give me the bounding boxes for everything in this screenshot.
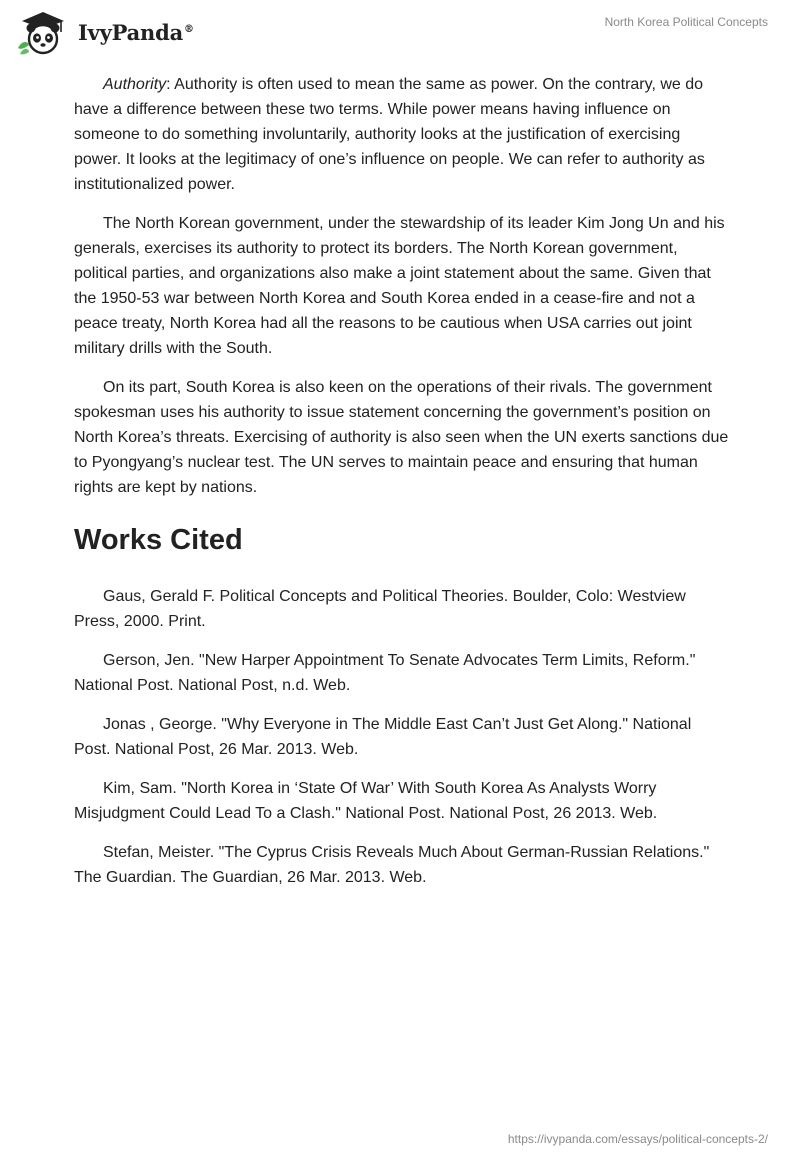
citation-entry: Stefan, Meister. "The Cyprus Crisis Reveals Much About German-Russian Relations." The Guardian. The Guardian, 26 Mar. 2013. Web.	[74, 844, 710, 886]
citation-entry: Jonas , George. "Why Everyone in The Middle East Can’t Just Get Along." National Post. National Post, 26 Mar. 2013. Web.	[74, 716, 692, 758]
panda-graduate-logo-icon	[14, 8, 72, 56]
document-title: North Korea Political Concepts	[604, 15, 768, 29]
citation-entry: Gerson, Jen. "New Harper Appointment To Senate Advocates Term Limits, Reform." National Post. National Post, n.d. Web.	[74, 652, 696, 694]
brand-logo[interactable]	[14, 8, 194, 56]
paragraph-north-korea: The North Korean government, under the stewardship of its leader Kim Jong Un and his generals, exercises its authority to protect its borders. The North Korean government, political parties, and organizations also make a joint statement about the same. Given that the 1950-53 war between North Korea and South Korea ended in a cease-fire and not a peace treaty, North Korea had all the reasons to be cautious when USA carries out joint military drills with the South.	[74, 215, 725, 357]
source-url-link[interactable]: https://ivypanda.com/essays/political-concepts-2/	[507, 1132, 768, 1146]
term-authority: Authority	[103, 76, 167, 93]
paragraph-authority-text: : Authority is often used to mean the same as power. On the contrary, we do have a difference between these two terms. While power means having influence on someone to do something involuntarily, authority looks at the justification of exercising power. It looks at the legitimacy of one’s influence on people. We can refer to authority as institutionalized power.	[74, 76, 705, 193]
brand-name: IvyPanda®	[78, 19, 194, 45]
citation-entry: Gaus, Gerald F. Political Concepts and Political Theories. Boulder, Colo: Westview Press, 2000. Print.	[74, 588, 686, 630]
paragraph-authority	[74, 72, 729, 197]
works-cited-heading: Works Cited	[74, 524, 243, 556]
page-header	[0, 0, 800, 64]
paragraph-south-korea: On its part, South Korea is also keen on the operations of their rivals. The government spokesman uses his authority to issue statement concerning the government’s position on North Korea’s threats. Exercising of authority is also seen when the UN exerts sanctions due to Pyongyang’s nuclear test. The UN serves to maintain peace and ensuring that human rights are kept by nations.	[74, 379, 729, 496]
essay-content	[74, 72, 729, 904]
citation-entry: Kim, Sam. "North Korea in ‘State Of War’ With South Korea As Analysts Worry Misjudgment Could Lead To a Clash." National Post. National Post, 26 2013. Web.	[74, 780, 658, 822]
